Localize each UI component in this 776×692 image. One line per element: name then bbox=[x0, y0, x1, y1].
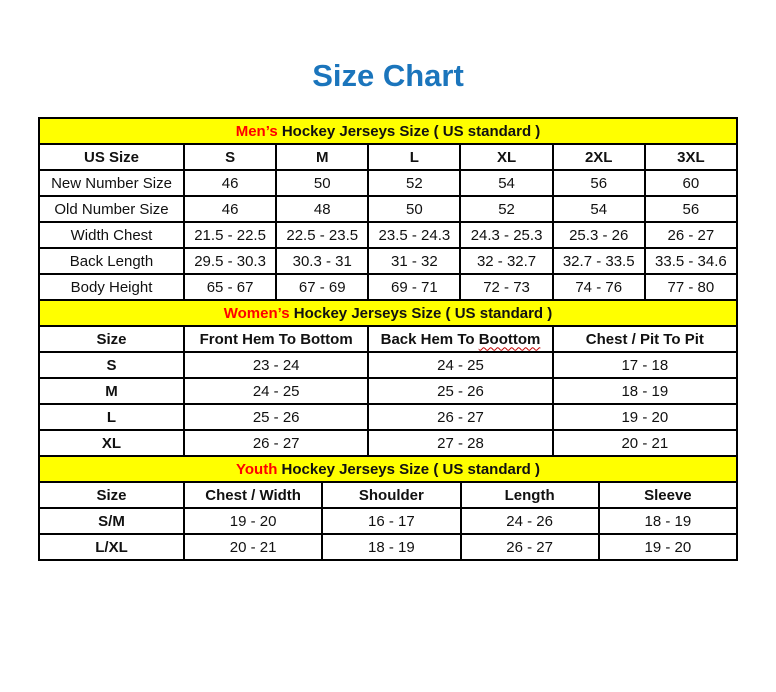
womens-size-table bbox=[38, 299, 738, 457]
size-value-cell: 33.5 - 34.6 bbox=[645, 248, 737, 274]
size-value-cell: 56 bbox=[553, 170, 645, 196]
table-row-youth-sm bbox=[39, 508, 737, 534]
table-row-width-chest bbox=[39, 222, 737, 248]
row-label: XL bbox=[39, 430, 184, 456]
column-header-3xl: 3XL bbox=[645, 144, 737, 170]
column-header-size: Size bbox=[39, 482, 184, 508]
size-value-cell: 65 - 67 bbox=[184, 274, 276, 300]
size-value-cell: 32.7 - 33.5 bbox=[553, 248, 645, 274]
column-header-size: Size bbox=[39, 326, 184, 352]
table-row-youth-lxl bbox=[39, 534, 737, 560]
womens-column-header-row bbox=[39, 326, 737, 352]
size-value-cell: 26 - 27 bbox=[368, 404, 552, 430]
back-hem-misspelled-word: Boottom bbox=[478, 330, 541, 348]
youth-column-header-row bbox=[39, 482, 737, 508]
mens-column-header-row bbox=[39, 144, 737, 170]
row-label: Old Number Size bbox=[39, 196, 184, 222]
size-value-cell: 25 - 26 bbox=[368, 378, 552, 404]
youth-section-header-row bbox=[39, 456, 737, 482]
size-value-cell: 25.3 - 26 bbox=[553, 222, 645, 248]
column-header-xl: XL bbox=[460, 144, 552, 170]
row-label: Back Length bbox=[39, 248, 184, 274]
size-value-cell: 60 bbox=[645, 170, 737, 196]
table-row-old-number-size bbox=[39, 196, 737, 222]
size-value-cell: 52 bbox=[368, 170, 460, 196]
column-header-2xl: 2XL bbox=[553, 144, 645, 170]
size-value-cell: 18 - 19 bbox=[599, 508, 737, 534]
size-value-cell: 26 - 27 bbox=[461, 534, 599, 560]
size-value-cell: 30.3 - 31 bbox=[276, 248, 368, 274]
mens-section-title bbox=[39, 118, 737, 144]
row-label: L bbox=[39, 404, 184, 430]
mens-section-title-rest: Hockey Jerseys Size ( US standard ) bbox=[281, 122, 541, 140]
size-value-cell: 23 - 24 bbox=[184, 352, 368, 378]
size-value-cell: 74 - 76 bbox=[553, 274, 645, 300]
mens-section-header-row bbox=[39, 118, 737, 144]
size-value-cell: 18 - 19 bbox=[322, 534, 460, 560]
table-row-back-length bbox=[39, 248, 737, 274]
table-row-women-l bbox=[39, 404, 737, 430]
table-row-body-height bbox=[39, 274, 737, 300]
size-value-cell: 69 - 71 bbox=[368, 274, 460, 300]
size-value-cell: 31 - 32 bbox=[368, 248, 460, 274]
size-value-cell: 67 - 69 bbox=[276, 274, 368, 300]
table-row-women-s bbox=[39, 352, 737, 378]
column-header-l: L bbox=[368, 144, 460, 170]
size-value-cell: 29.5 - 30.3 bbox=[184, 248, 276, 274]
column-header-m: M bbox=[276, 144, 368, 170]
youth-section-title-rest: Hockey Jerseys Size ( US standard ) bbox=[281, 460, 540, 478]
size-value-cell: 46 bbox=[184, 170, 276, 196]
mens-section-title-highlight: Men’s bbox=[235, 122, 278, 140]
table-row-women-m bbox=[39, 378, 737, 404]
size-value-cell: 52 bbox=[460, 196, 552, 222]
column-header-s: S bbox=[184, 144, 276, 170]
womens-section-title-rest: Hockey Jerseys Size ( US standard ) bbox=[293, 304, 553, 322]
size-value-cell: 24.3 - 25.3 bbox=[460, 222, 552, 248]
womens-section-header-row bbox=[39, 300, 737, 326]
size-value-cell: 32 - 32.7 bbox=[460, 248, 552, 274]
size-value-cell: 26 - 27 bbox=[645, 222, 737, 248]
size-value-cell: 54 bbox=[460, 170, 552, 196]
row-label: Body Height bbox=[39, 274, 184, 300]
size-value-cell: 72 - 73 bbox=[460, 274, 552, 300]
size-value-cell: 18 - 19 bbox=[553, 378, 737, 404]
row-label: L/XL bbox=[39, 534, 184, 560]
mens-size-table bbox=[38, 117, 738, 301]
size-value-cell: 25 - 26 bbox=[184, 404, 368, 430]
youth-size-table bbox=[38, 455, 738, 561]
size-value-cell: 20 - 21 bbox=[553, 430, 737, 456]
row-label: New Number Size bbox=[39, 170, 184, 196]
size-value-cell: 19 - 20 bbox=[599, 534, 737, 560]
back-hem-label-prefix: Back Hem To bbox=[380, 330, 475, 348]
size-value-cell: 21.5 - 22.5 bbox=[184, 222, 276, 248]
size-value-cell: 22.5 - 23.5 bbox=[276, 222, 368, 248]
size-value-cell: 16 - 17 bbox=[322, 508, 460, 534]
column-header-us-size: US Size bbox=[39, 144, 184, 170]
size-value-cell: 24 - 25 bbox=[368, 352, 552, 378]
column-header-chest-width: Chest / Width bbox=[184, 482, 322, 508]
column-header-back-hem bbox=[368, 326, 552, 352]
page-title: Size Chart bbox=[312, 58, 464, 93]
column-header-shoulder: Shoulder bbox=[322, 482, 460, 508]
size-value-cell: 27 - 28 bbox=[368, 430, 552, 456]
size-value-cell: 24 - 25 bbox=[184, 378, 368, 404]
table-row-women-xl bbox=[39, 430, 737, 456]
youth-section-title bbox=[39, 456, 737, 482]
row-label: S bbox=[39, 352, 184, 378]
column-header-sleeve: Sleeve bbox=[599, 482, 737, 508]
size-value-cell: 17 - 18 bbox=[553, 352, 737, 378]
size-value-cell: 50 bbox=[276, 170, 368, 196]
column-header-length: Length bbox=[461, 482, 599, 508]
size-value-cell: 20 - 21 bbox=[184, 534, 322, 560]
size-value-cell: 54 bbox=[553, 196, 645, 222]
row-label: S/M bbox=[39, 508, 184, 534]
size-value-cell: 24 - 26 bbox=[461, 508, 599, 534]
size-value-cell: 26 - 27 bbox=[184, 430, 368, 456]
size-value-cell: 48 bbox=[276, 196, 368, 222]
table-row-new-number-size bbox=[39, 170, 737, 196]
size-value-cell: 50 bbox=[368, 196, 460, 222]
column-header-front-hem: Front Hem To Bottom bbox=[184, 326, 368, 352]
column-header-chest-pit: Chest / Pit To Pit bbox=[553, 326, 737, 352]
size-value-cell: 77 - 80 bbox=[645, 274, 737, 300]
size-value-cell: 19 - 20 bbox=[184, 508, 322, 534]
row-label: Width Chest bbox=[39, 222, 184, 248]
womens-section-title-highlight: Women’s bbox=[223, 304, 290, 322]
size-value-cell: 56 bbox=[645, 196, 737, 222]
youth-section-title-highlight: Youth bbox=[236, 460, 278, 478]
womens-section-title bbox=[39, 300, 737, 326]
size-value-cell: 23.5 - 24.3 bbox=[368, 222, 460, 248]
size-value-cell: 46 bbox=[184, 196, 276, 222]
row-label: M bbox=[39, 378, 184, 404]
size-value-cell: 19 - 20 bbox=[553, 404, 737, 430]
size-chart-tables bbox=[38, 117, 738, 561]
